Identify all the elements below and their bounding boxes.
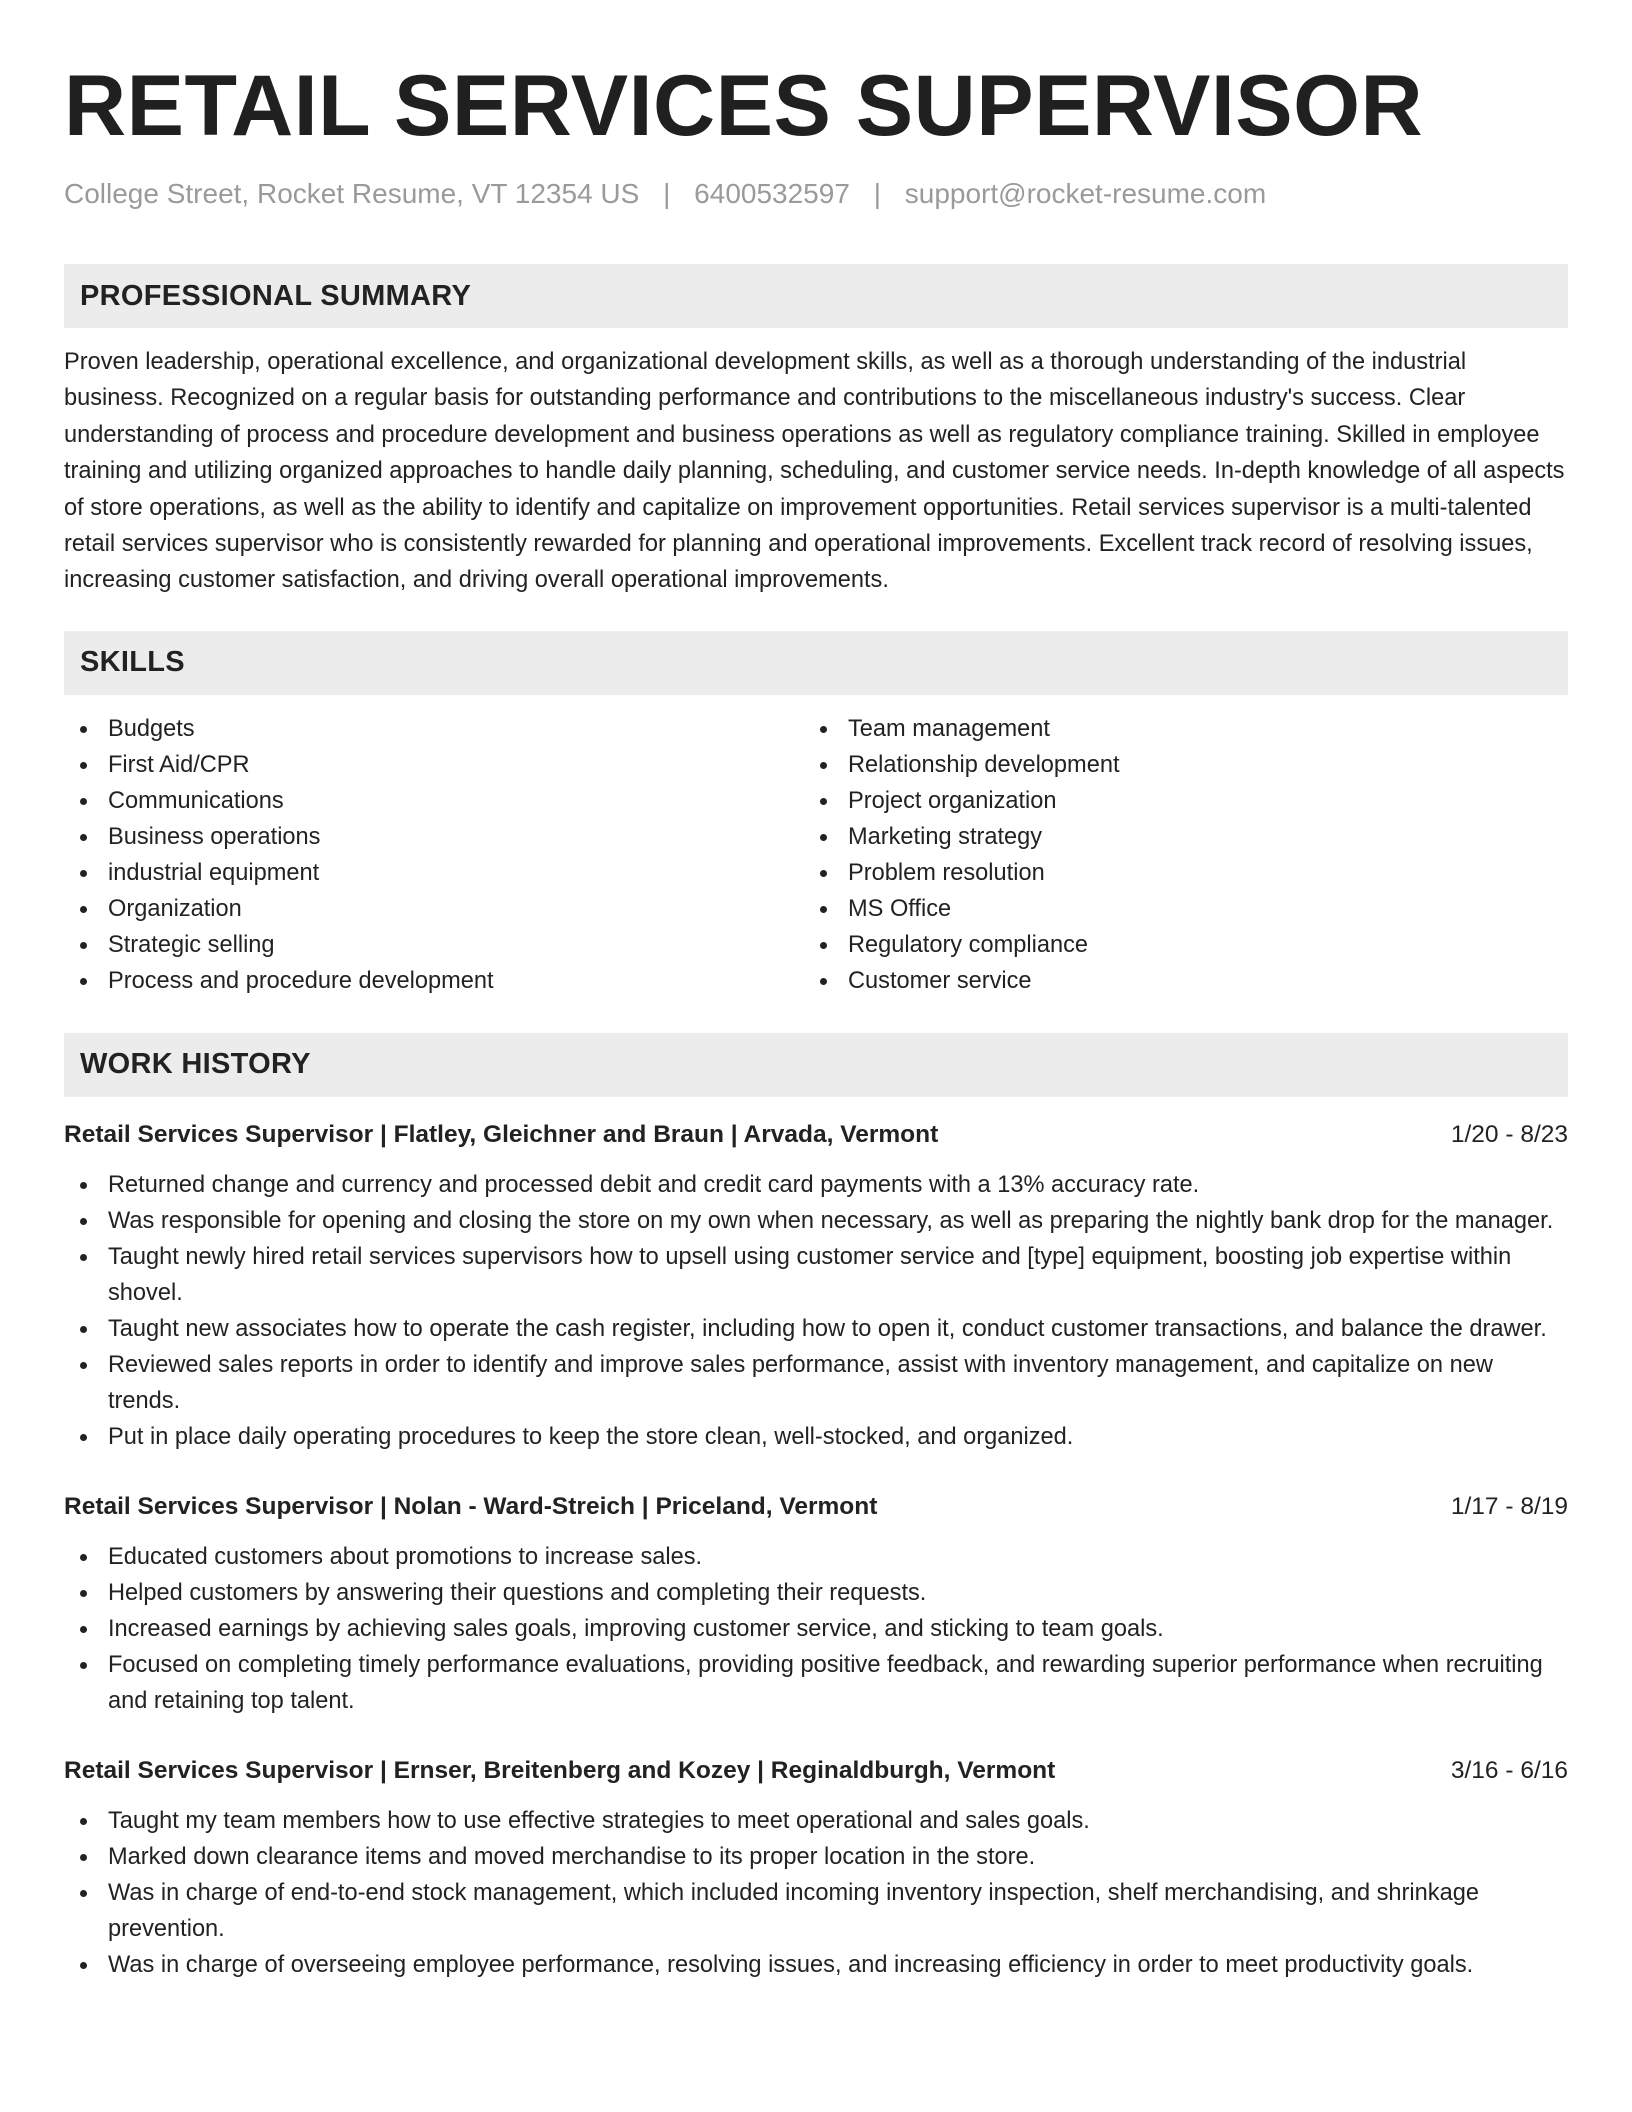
- summary-heading: PROFESSIONAL SUMMARY: [64, 264, 1568, 328]
- skill-item: MS Office: [804, 891, 1564, 927]
- skill-item: Organization: [64, 891, 804, 927]
- job-dates: 1/20 - 8/23: [1450, 1120, 1568, 1148]
- job-bullet: Taught new associates how to operate the cash register, including how to open it, conduct customer transactions, and balance the drawer.: [64, 1311, 1568, 1347]
- skill-item: Marketing strategy: [804, 819, 1564, 855]
- skill-item: Process and procedure development: [64, 963, 804, 999]
- contact-line: [64, 176, 1568, 212]
- work-history-heading: WORK HISTORY: [64, 1033, 1568, 1097]
- contact-address: College Street, Rocket Resume, VT 12354 US: [64, 178, 640, 209]
- job-bullets: [64, 1539, 1568, 1719]
- summary-text: Proven leadership, operational excellence, and organizational development skills, as well as a thorough understanding of the industrial business. Recognized on a regular basis for outstanding performance and contributions to the miscellaneous industry's success. Clear understanding of process and procedure development and business operations as well as regulatory compliance training. Skilled in employee training and utilizing organized approaches to handle daily planning, scheduling, and customer service needs. In-depth knowledge of all aspects of store operations, as well as the ability to identify and capitalize on improvement opportunities. Retail services supervisor is a multi-talented retail services supervisor who is consistently rewarded for planning and operational improvements. Excellent track record of resolving issues, increasing customer satisfaction, and driving overall operational improvements.: [64, 349, 1565, 594]
- skills-grid: [64, 711, 1568, 999]
- job-header: [64, 1117, 1568, 1153]
- job-bullet: Marked down clearance items and moved merchandise to its proper location in the store.: [64, 1839, 1568, 1875]
- skills-column-right: [804, 711, 1564, 999]
- skill-item: Problem resolution: [804, 855, 1564, 891]
- job-bullet: Focused on completing timely performance evaluations, providing positive feedback, and rewarding superior performance when recruiting and retaining top talent.: [64, 1647, 1568, 1719]
- job-bullet: Returned change and currency and processed debit and credit card payments with a 13% accuracy rate.: [64, 1167, 1568, 1203]
- skill-item: industrial equipment: [64, 855, 804, 891]
- skill-item: Budgets: [64, 711, 804, 747]
- skill-item: Team management: [804, 711, 1564, 747]
- skill-item: Communications: [64, 783, 804, 819]
- job-title: Retail Services Supervisor | Flatley, Gleichner and Braun | Arvada, Vermont: [64, 1120, 939, 1148]
- job-dates: 1/17 - 8/19: [1450, 1492, 1568, 1520]
- job-title: Retail Services Supervisor | Ernser, Breitenberg and Kozey | Reginaldburgh, Vermont: [64, 1756, 1056, 1784]
- job-bullet: Was responsible for opening and closing the store on my own when necessary, as well as preparing the nightly bank drop for the manager.: [64, 1203, 1568, 1239]
- contact-separator: |: [663, 178, 671, 209]
- job-bullet: Was in charge of end-to-end stock management, which included incoming inventory inspection, shelf merchandising, and shrinkage prevention.: [64, 1875, 1568, 1947]
- contact-phone: 6400532597: [694, 178, 850, 209]
- job-entry: [64, 1117, 1568, 1455]
- job-bullets: [64, 1167, 1568, 1455]
- job-bullets: [64, 1803, 1568, 1983]
- job-bullet: Reviewed sales reports in order to identify and improve sales performance, assist with inventory management, and capitalize on new trends.: [64, 1347, 1568, 1419]
- job-header: [64, 1753, 1568, 1789]
- skill-item: Business operations: [64, 819, 804, 855]
- job-bullet: Was in charge of overseeing employee performance, resolving issues, and increasing efficiency in order to meet productivity goals.: [64, 1947, 1568, 1983]
- contact-separator: |: [873, 178, 881, 209]
- candidate-name: RETAIL SERVICES SUPERVISOR: [64, 58, 1424, 154]
- skill-item: Project organization: [804, 783, 1564, 819]
- skill-item: Regulatory compliance: [804, 927, 1564, 963]
- job-bullet: Put in place daily operating procedures to keep the store clean, well-stocked, and organized.: [64, 1419, 1568, 1455]
- job-header: [64, 1489, 1568, 1525]
- job-bullet: Taught my team members how to use effective strategies to meet operational and sales goals.: [64, 1803, 1568, 1839]
- job-bullet: Increased earnings by achieving sales goals, improving customer service, and sticking to team goals.: [64, 1611, 1568, 1647]
- job-bullet: Helped customers by answering their questions and completing their requests.: [64, 1575, 1568, 1611]
- skill-item: Strategic selling: [64, 927, 804, 963]
- job-bullet: Educated customers about promotions to increase sales.: [64, 1539, 1568, 1575]
- job-entry: [64, 1489, 1568, 1719]
- contact-email: support@rocket-resume.com: [904, 178, 1267, 209]
- job-dates: 3/16 - 6/16: [1450, 1756, 1568, 1784]
- skill-item: Customer service: [804, 963, 1564, 999]
- skill-item: Relationship development: [804, 747, 1564, 783]
- skill-item: First Aid/CPR: [64, 747, 804, 783]
- skills-heading: SKILLS: [64, 631, 1568, 695]
- skills-column-left: [64, 711, 804, 999]
- job-bullet: Taught newly hired retail services supervisors how to upsell using customer service and [type] equipment, boosting job expertise within shovel.: [64, 1239, 1568, 1311]
- job-entry: [64, 1753, 1568, 1983]
- job-title: Retail Services Supervisor | Nolan - Ward-Streich | Priceland, Vermont: [64, 1492, 878, 1520]
